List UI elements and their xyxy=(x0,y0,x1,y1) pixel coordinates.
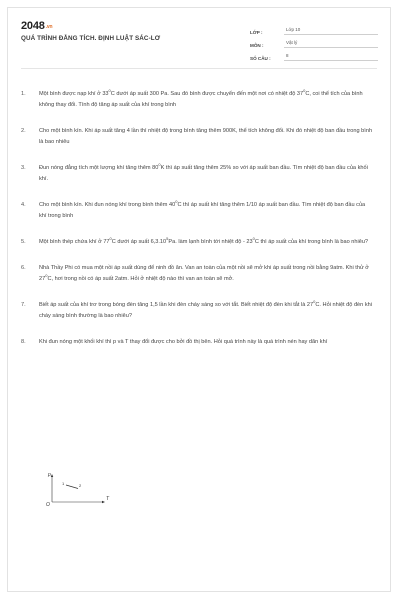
text-part: Một bình thép chứa khí ở 77 xyxy=(39,239,110,245)
meta-value: Vật lý xyxy=(284,39,378,48)
question-item xyxy=(21,263,373,285)
worksheet-page xyxy=(7,7,391,592)
question-number: 1. xyxy=(21,91,26,97)
question-number: 8. xyxy=(21,339,26,345)
meta-label: MÔN : xyxy=(250,43,264,48)
site-logo[interactable] xyxy=(21,20,52,32)
text-part: Một bình được nạp khí ở 33 xyxy=(39,91,109,97)
question-text xyxy=(39,237,373,248)
question-text xyxy=(39,126,373,148)
question-number: 7. xyxy=(21,302,26,308)
superscript: 0 xyxy=(303,88,306,94)
superscript: 0 xyxy=(158,162,161,168)
question-list xyxy=(21,89,373,363)
text-part: Nhà Thầy Phi có mua một nồi áp suất dùng để ninh đồ ăn. Van an toàn của một nồi sẽ mở khi áp suất trong nồi bằng 9atm. Khi thử ở 27 xyxy=(39,265,369,282)
meta-row-class xyxy=(250,22,378,35)
question-item xyxy=(21,337,373,348)
superscript: 0 xyxy=(109,236,112,242)
question-number: 5. xyxy=(21,239,26,245)
question-number: 6. xyxy=(21,265,26,271)
question-item xyxy=(21,89,373,111)
question-text xyxy=(39,300,373,322)
text-part: Cho một bình kín. Khi áp suất tăng 4 lần thì nhiệt độ trong bình tăng thêm 900K, thể tích không đổi. Khi đó nhiệt độ ban đầu trong bình là bao nhiêu xyxy=(39,128,373,145)
superscript: 0 xyxy=(252,236,255,242)
point-1-label: 1 xyxy=(62,481,65,486)
question-item xyxy=(21,163,373,185)
question-text xyxy=(39,337,373,348)
origin-label: O xyxy=(46,502,50,506)
superscript: 0 xyxy=(313,299,316,305)
logo-domain-text: .vn xyxy=(45,24,53,30)
text-part: C, coi thể tích của bình không thay đổi. Tính độ tăng áp suất của khí trong bình xyxy=(39,91,363,108)
question-number: 2. xyxy=(21,128,26,134)
meta-label: SỐ CÂU : xyxy=(250,56,271,61)
question-item xyxy=(21,200,373,222)
text-part: C, hơi trong nồi có áp suất 2atm. Hỏi ở nhiệt độ nào thì van an toàn sẽ mở. xyxy=(47,276,234,282)
meta-row-subject xyxy=(250,35,378,48)
y-axis-label: p xyxy=(48,472,51,478)
text-part: Biết áp suất của khí trơ trong bóng đèn tăng 1,5 lần khi đèn cháy sáng so với tắt. Biết nhiệt độ đèn khi tắt là 27 xyxy=(39,302,314,308)
worksheet-title: QUÁ TRÌNH ĐẲNG TÍCH. ĐỊNH LUẬT SÁC-LƠ xyxy=(21,35,161,42)
meta-value: 8 xyxy=(284,52,378,61)
superscript: 0 xyxy=(45,273,48,279)
question-number: 3. xyxy=(21,165,26,171)
superscript: 5 xyxy=(166,236,169,242)
x-axis-label: T xyxy=(106,496,110,502)
text-part: Khi đun nóng một khối khí thì p và T thay đổi được cho bởi đồ thị bên. Hỏi quá trình này là quá trình nén hay dãn khí xyxy=(39,339,328,345)
meta-label: LỚP : xyxy=(250,30,263,35)
question-text xyxy=(39,200,373,222)
question-item xyxy=(21,300,373,322)
question-number: 4. xyxy=(21,202,26,208)
question-text xyxy=(39,263,373,285)
text-part: C thì áp suất khí tăng thêm 1/10 áp suất ban đầu. Tìm nhiệt độ ban đầu của khí trong bình xyxy=(39,202,366,219)
logo-main-text: 2048 xyxy=(21,20,45,32)
point-2-label: 2 xyxy=(79,483,82,488)
process-line xyxy=(66,485,78,489)
text-part: Pa. làm lạnh bình tới nhiệt độ - 23 xyxy=(168,239,253,245)
x-axis-arrow xyxy=(102,501,105,503)
meta-row-count xyxy=(250,48,378,61)
superscript: 0 xyxy=(175,199,178,205)
question-item xyxy=(21,126,373,148)
worksheet-header xyxy=(8,8,390,66)
text-part: C dưới áp suất 300 Pa. Sau đó bình được chuyển đến một nơi có nhiệt độ 37 xyxy=(110,91,304,97)
worksheet-meta xyxy=(250,22,378,61)
question-text xyxy=(39,89,373,111)
superscript: 0 xyxy=(108,88,111,94)
question-text xyxy=(39,163,373,185)
question-item xyxy=(21,237,373,248)
meta-value: Lớp 10 xyxy=(284,26,378,35)
text-part: Cho một bình kín. Khi đun nóng khí trong bình thêm 40 xyxy=(39,202,176,208)
header-divider xyxy=(21,68,377,69)
text-part: C thì áp suất của khí trong bình là bao nhiêu? xyxy=(254,239,369,245)
pt-graph xyxy=(40,470,120,506)
text-part: Đun nóng đẳng tích một lượng khí tăng thêm 80 xyxy=(39,165,159,171)
y-axis-arrow xyxy=(51,474,53,477)
text-part: C dưới áp suất 6,3.10 xyxy=(111,239,167,245)
text-part: C. Hỏi nhiệt độ đèn khi cháy sáng bình thường là bao nhiêu? xyxy=(39,302,372,319)
text-part: K thì áp suất tăng thêm 25% so với áp suất ban đầu. Tìm nhiệt độ ban đầu của khối khí. xyxy=(39,165,368,182)
